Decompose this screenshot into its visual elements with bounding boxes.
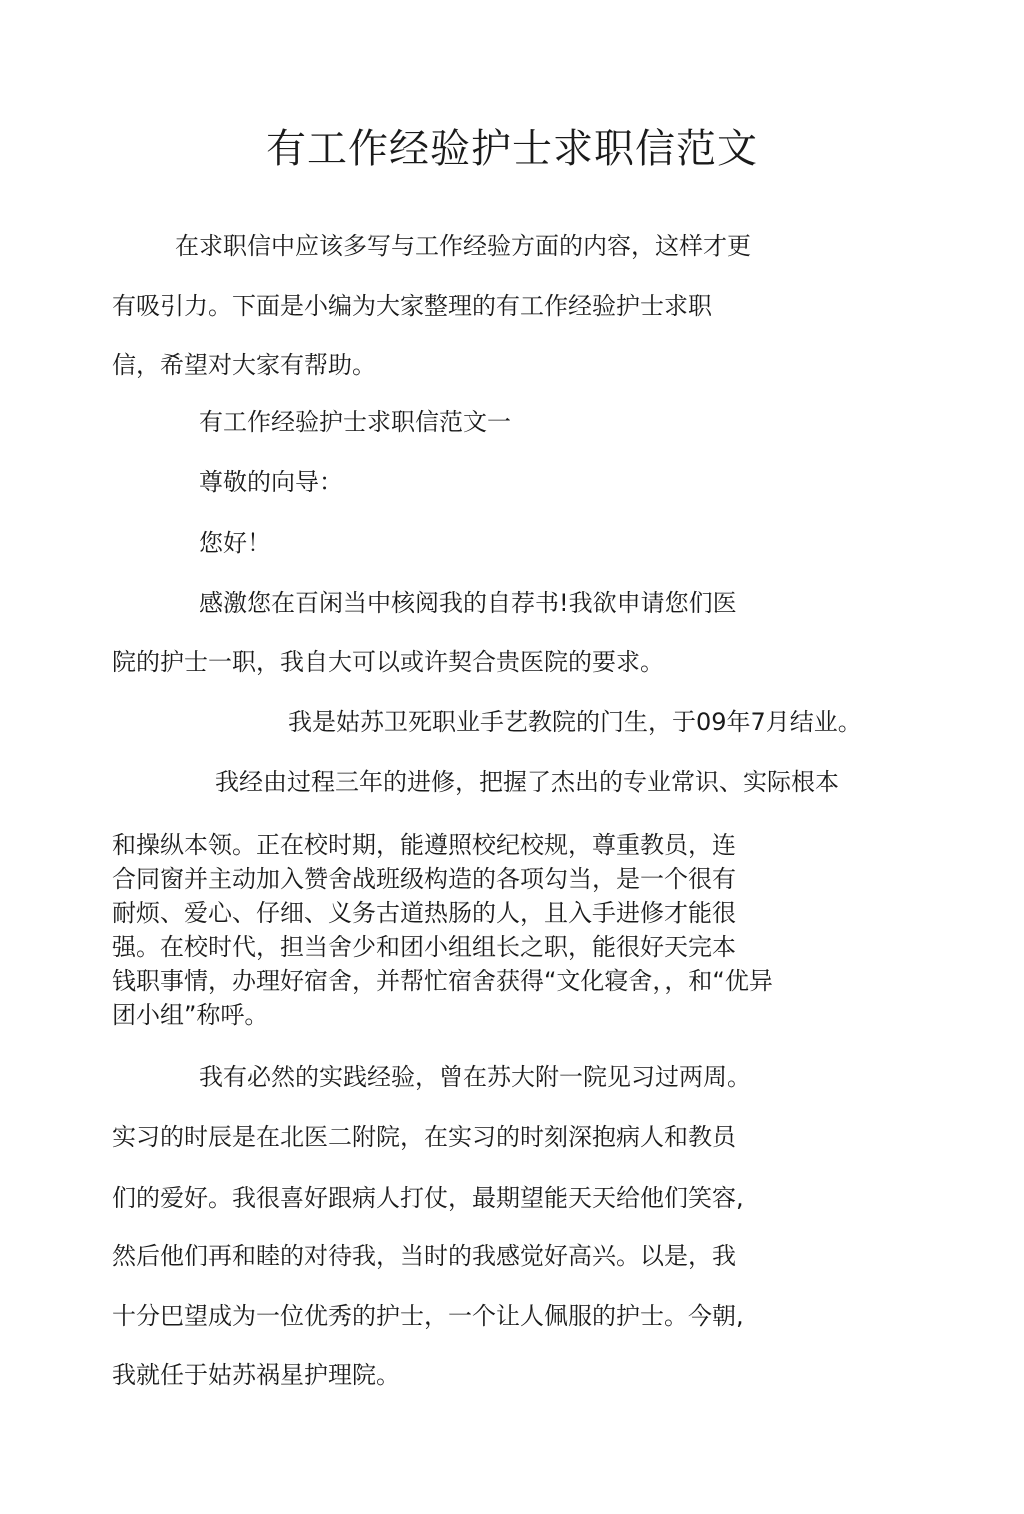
greeting: 您好！ <box>199 529 271 557</box>
intro-line-3: 信，希望对大家有帮助。 <box>112 351 376 379</box>
para3-line-3: 合同窗并主动加入赞舍战班级构造的各项勾当，是一个很有 <box>112 865 736 893</box>
para3-line-1: 我经由过程三年的进修，把握了杰出的专业常识、实际根本 <box>215 768 839 796</box>
salutation: 尊敬的向导： <box>199 468 343 496</box>
para4-line-3: 们的爱好。我很喜好跟病人打仗，最期望能天天给他们笑容, <box>112 1184 744 1212</box>
para4-line-6: 我就任于姑苏祸星护理院。 <box>112 1361 400 1389</box>
para3-line-7: 团小组”称呼。 <box>112 1001 269 1029</box>
para3-line-6: 钱职事情，办理好宿舍，并帮忙宿舍获得“文化寝舍，，和“优异 <box>112 967 773 995</box>
para4-line-4: 然后他们再和睦的对待我，当时的我感觉好高兴。以是，我 <box>112 1242 736 1270</box>
para3-line-2: 和操纵本领。正在校时期，能遵照校纪校规，尊重教员，连 <box>112 831 736 859</box>
para3-line-5: 强。在校时代，担当舍少和团小组组长之职，能很好天完本 <box>112 933 736 961</box>
para1-line-2: 院的护士一职，我自大可以或许契合贵医院的要求。 <box>112 648 664 676</box>
para1-line-1: 感激您在百闲当中核阅我的自荐书!我欲申请您们医 <box>199 589 737 617</box>
para3-line-4: 耐烦、爱心、仔细、义务古道热肠的人，且入手进修才能很 <box>112 899 736 927</box>
para2-line: 我是姑苏卫死职业手艺教院的门生，于09年7月结业。 <box>288 708 862 736</box>
intro-line-1: 在求职信中应该多写与工作经验方面的内容，这样才更 <box>175 232 751 260</box>
intro-line-2: 有吸引力。下面是小编为大家整理的有工作经验护士求职 <box>112 292 712 320</box>
section-heading: 有工作经验护士求职信范文一 <box>199 408 511 436</box>
para4-line-2: 实习的时辰是在北医二附院，在实习的时刻深抱病人和教员 <box>112 1123 736 1151</box>
document-title: 有工作经验护士求职信范文 <box>266 125 758 172</box>
para4-line-1: 我有必然的实践经验，曾在苏大附一院见习过两周。 <box>199 1063 751 1091</box>
para4-line-5: 十分巴望成为一位优秀的护士，一个让人佩服的护士。今朝, <box>112 1302 744 1330</box>
